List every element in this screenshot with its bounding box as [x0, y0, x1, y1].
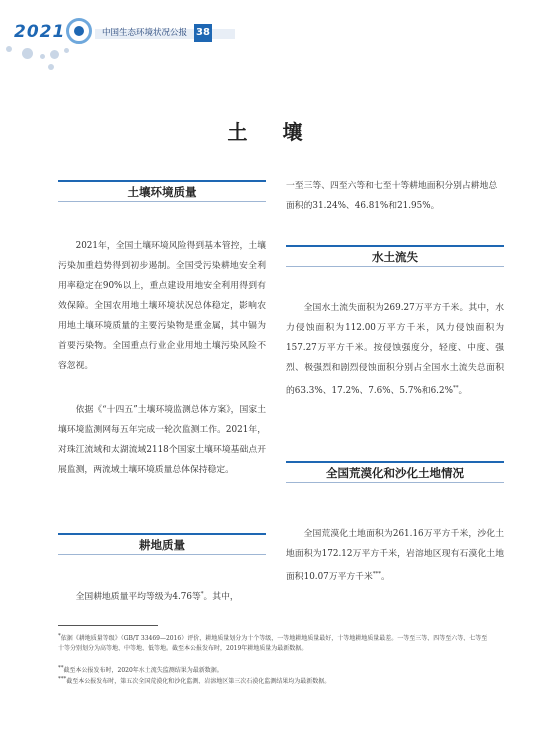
page-header	[0, 0, 544, 80]
ring-logo-icon	[66, 18, 92, 44]
farmland-paragraph	[58, 584, 266, 607]
decor-dot	[40, 54, 45, 59]
decor-dot	[22, 48, 33, 59]
footnote-ref-2: **	[452, 385, 459, 391]
footnote-ref-3: ***	[372, 571, 382, 577]
footnote-2-text: 截至本公报发布时，2020年水土流失监测结果为最新数据。	[63, 667, 223, 674]
report-year: 2021	[14, 22, 66, 42]
footnote-3	[58, 674, 490, 687]
soil-quality-paragraph-1: 2021年，全国土壤环境风险得到基本管控，土壤污染加重趋势得到初步遏制。全国受污染耕地安全利用率稳定在90%以上，重点建设用地安全利用得到有效保障。全国农用地土壤环境状况总体稳定，影响农用地土壤环境质量的主要污染物是重金属，其中镉为首要污染物。全国重点行业企业用地土壤污染风险不容忽视。	[58, 241, 266, 371]
section-heading-soil-quality: 土壤环境质量	[58, 180, 266, 202]
decor-dot	[6, 46, 12, 52]
farmland-text: 全国耕地质量平均等级为4.76等	[75, 591, 201, 602]
report-title: 中国生态环境状况公报	[102, 28, 188, 38]
soil-quality-paragraph-2: 依据《“十四五”土壤环境监测总体方案》，国家土壤环境监测网每五年完成一轮次监测工作。2021年，对珠江流域和太湖流域2118个国家土壤环境基础点开展监测，两流域土壤环境质量总体保持稳定。	[58, 405, 266, 475]
page-number: 38	[194, 24, 212, 42]
footnote-ref-1: *	[200, 591, 204, 597]
desertification-text-tail: 。	[381, 571, 390, 582]
decor-dot	[50, 50, 59, 59]
footnote-mark-2: **	[58, 665, 64, 671]
section-heading-erosion: 水土流失	[286, 245, 504, 267]
erosion-text-tail: 。	[458, 385, 468, 396]
footnote-divider	[58, 625, 158, 626]
footnote-mark-3: ***	[58, 676, 67, 682]
decor-dot	[64, 48, 69, 53]
page-title: 土 壤	[227, 120, 317, 144]
desertification-paragraph	[286, 524, 504, 587]
footnote-3-text: 截至本公报发布时，第五次全国荒漠化和沙化监测、岩溶地区第三次石漠化监测结果均为最新数据。	[66, 678, 331, 685]
footnote-mark-1: *	[58, 633, 61, 639]
farmland-paragraph-continued: 一至三等、四至六等和七至十等耕地面积分别占耕地总面积的31.24%、46.81%和21.95%。	[286, 181, 498, 211]
footnote-1-text: 依据《耕地质量等级》（GB/T 33469—2016）评价，耕地质量划分为十个等级，一等地耕地质量最好，十等地耕地质量最差。一等至三等、四等至六等、七等至十等分别划分为高等地、中等地、低等地。截至本公报发布时，2019年耕地质量为最新数据。	[58, 635, 488, 652]
section-heading-desertification: 全国荒漠化和沙化土地情况	[286, 461, 504, 483]
section-heading-farmland: 耕地质量	[58, 533, 266, 555]
erosion-text: 全国水土流失面积为269.27万平方千米。其中，水力侵蚀面积为112.00万平方千米，风力侵蚀面积为157.27万平方千米。按侵蚀强度分，轻度、中度、强烈、极强烈和剧烈侵蚀面积分别占全国水土流失总面积的63.3%、17.2%、7.6%、5.7%和6.2%	[286, 303, 504, 396]
decor-dot	[48, 64, 54, 70]
footnote-1	[58, 631, 490, 654]
erosion-paragraph	[286, 298, 504, 401]
farmland-text-tail: 。其中，	[203, 591, 239, 602]
desertification-text: 全国荒漠化土地面积为261.16万平方千米，沙化土地面积为172.12万平方千米，岩溶地区现有石漠化土地面积10.07万平方千米	[286, 529, 504, 582]
